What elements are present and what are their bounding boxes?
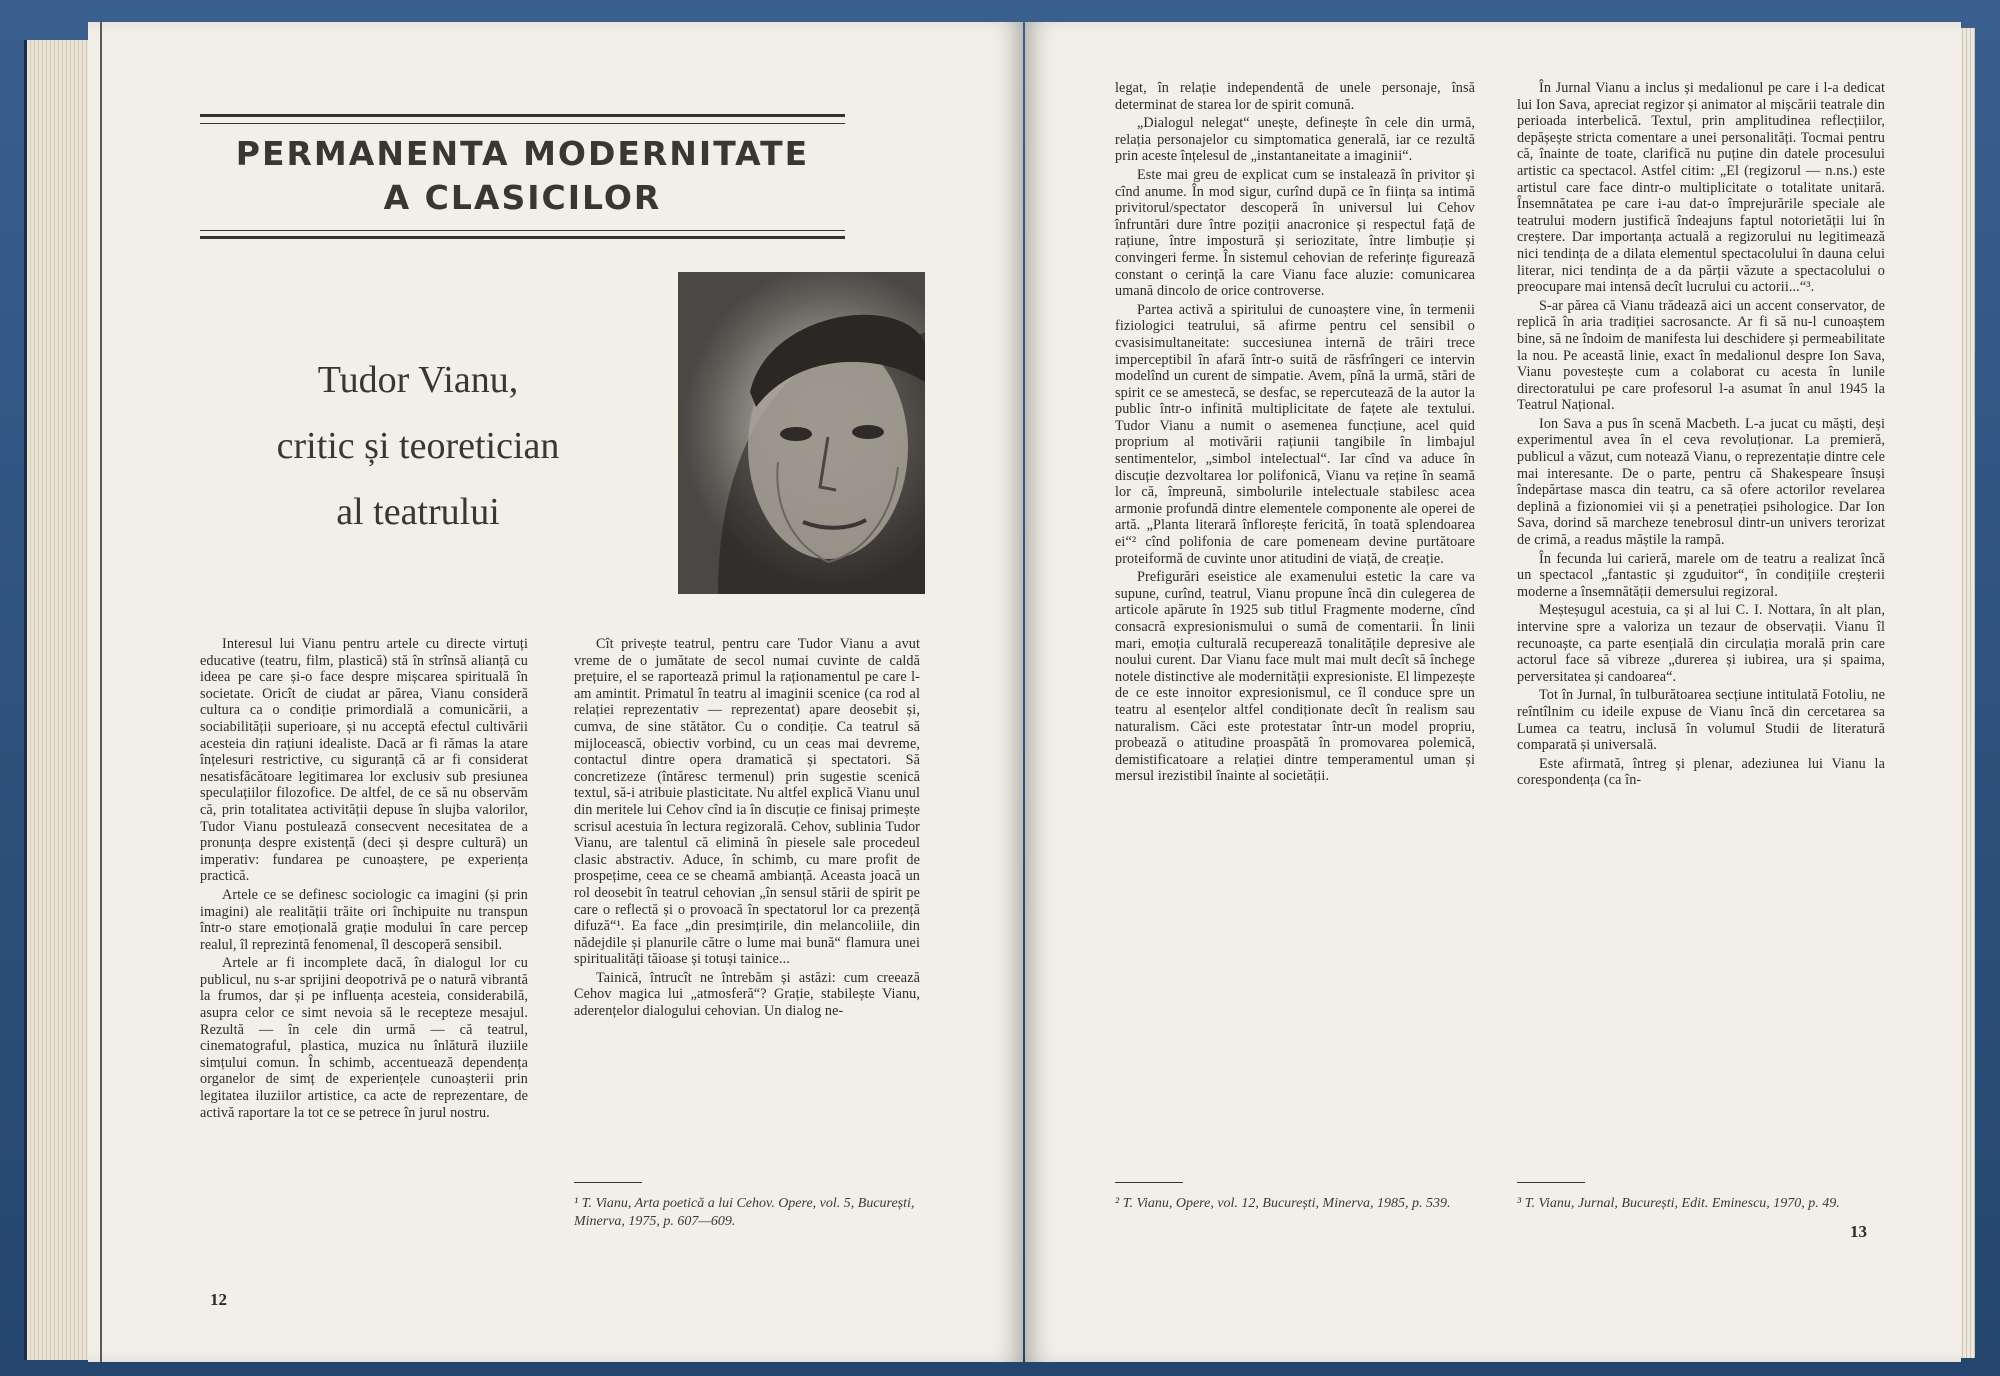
footnote-3: [1517, 1182, 1885, 1213]
column-3-paragraph: Partea activă a spiritului de cunoaștere vine, în termenii fiziologici teatrului, să afirme pentru cel sensibil o cvasisimultaneitate: succesiunea internă de trăiri trece imperceptibil în afară într-o suită de răsfrîngeri ce intervin modelînd un curent de simpatie. Avem, pînă la urmă, stări de spirit ce se amestecă, se desfac, se repercutează de la autor la public într-o infinită multiplicitate de fațete ale textului. Tudor Vianu a numit o asemenea funcțiune, acel quid proprium al motivării rațiunii tangibile în limbajul sentimentelor, „simbol intelectual“. Iar cînd va aduce în discuție dezvoltarea lor polifonică, Vianu va reține în seamă lor că, împreună, simbolurile intelectuale stabilesc acea armonie profundă dintre elementele componente ale operei de artă. „Planta literară înflorește fericită, în toată splendoarea ei“² cînd polifonia de care pomeneam devine purtătoare proteiformă de cuvinte unor atitudini de viață, de creație.: [1115, 301, 1475, 567]
footnote-rule: [1115, 1182, 1183, 1183]
column-4-paragraph: În fecunda lui carieră, marele om de teatru a realizat încă un spectacol „fantastic și zguduitor“, în condițiile creșterii moderne a însemnătății demersului regizoral.: [1517, 550, 1885, 600]
page-number-left: 12: [210, 1290, 227, 1309]
footnote-rule: [1517, 1182, 1585, 1183]
column-3: [1115, 80, 1475, 787]
column-3-paragraph: Este mai greu de explicat cum se instalează în privitor și cînd anume. În mod sigur, curînd după ce în ființa sa intimă privitorul/spectator descoperă în universul lui Cehov înfruntări dure între poziții anacronice și respectul față de rațiune, între impostură și seriozitate, între limbuție și convingeri ferme. În sistemul cehovian de referințe figurează constant o cerință la care Vianu face aluzie: comunicarea umană dincolo de orice controverse.: [1115, 166, 1475, 300]
headline-line-2: critic și teoretician: [276, 425, 560, 467]
page-number-right: 13: [1850, 1222, 1867, 1241]
column-1-paragraph: Artele ce se definesc sociologic ca imagini (și prin imagini) ale realității trăite ori închipuite nu transpun într-o stare emoțională grație modului în care percep realul, îl reprezintă fenomenal, îl descoperă sensibil.: [200, 886, 528, 953]
column-2-paragraph: Cît privește teatrul, pentru care Tudor Vianu a avut vreme de o jumătate de secol numai cuvinte de caldă prețuire, el se raportează primul la raționamentul pe care l-am amintit. Primatul în teatru al imaginii scenice (ca rod al relației reprezentativ — reprezentat) apare deosebit și, cumva, de sine stătător. Cu o condiție. Ca teatrul să mijlocească, obiectiv vorbind, cu un ceas mai devreme, contactul dintre opera dramatică și spectatori. Să concretizeze (întăresc termenul) prin sugestie scenică textul, să-i atribuie plasticitate. Nu altfel explică Vianu unul din meritele lui Cehov cînd ia în discuție ce finisaj primește scrisul acestuia în lectura regizorală. Cehov, sublinia Tudor Vianu, are talentul că elimină în piesele sale procedeul clasic abstractiv. Aduce, în schimb, cu mare profit de prospețime, ceea ce se cheamă ambianță. Aceasta joacă un rol deosebit în teatrul cehovian „în sensul stării de spirit pe care o reflectă și o provoacă în spectatorul lor ca prezență difuză“¹. Ea face „din presimțirile, din melancoliile, din nădejdile și planurile către o lume mai bună“ flamura unei spiritualități tăioase și totuși tainice...: [574, 636, 920, 968]
column-4-paragraph: Ion Sava a pus în scenă Macbeth. L-a jucat cu măști, deși experimentul avea în el ceva revoluționar. La premieră, publicul a văzut, cum notează Vianu, o reprezentație dintre cele mai interesante. De o parte, pentru că Shakespeare însuși îndepărtase masca din teatru, ca să ofere actorilor revelarea deplină a fizionomiei vii și a penetrației psihologice. Dar Ion Sava, dorind să marcheze tenebrosul dintr-un univers terorizat de crimă, a readus măștile la rampă.: [1517, 415, 1885, 549]
column-4-paragraph: S-ar părea că Vianu trădează aici un accent conservator, de replică în aria tradiției sacrosancte. Ar fi să nu-l cunoaștem bine, să ne îndoim de manifesta lui deschidere și permeabilitate la nou. Pe această linie, exact în medalionul despre Ion Sava, Vianu povestește cum a colaborat cu acesta în lunile directoratului pe care profesorul l-a asumat în anul 1945 la Teatrul Național.: [1517, 297, 1885, 414]
column-1: [200, 636, 528, 1123]
column-2: [574, 636, 920, 1022]
right-page: [1025, 22, 1961, 1362]
column-3-paragraph: „Dialogul nelegat“ unește, definește în cele din urmă, relația personajelor cu simptomatica generală, iar ce rezultă prin aceste înțelesul de „instantaneitate a imaginii“.: [1115, 115, 1475, 165]
column-4: [1517, 80, 1885, 791]
footnote-1: [574, 1182, 920, 1231]
title-rule-top-thin: [200, 123, 845, 124]
article-headline: [218, 347, 618, 545]
column-4-paragraph: În Jurnal Vianu a inclus și medalionul pe care i l-a dedicat lui Ion Sava, apreciat regizor și animator al mișcării teatrale din perioada interbelică. Textul, prin amplitudinea reflecțiilor, depășește stricta comentare a unei personalități. Tocmai pentru că, înainte de toate, clarifică nu puține din datele procesului artistic ca spectacol. Astfel citim: „El (regizorul — n.ns.) este artistul care face dintr-o multiplicitate o totalitate unitară. Însemnătatea pe care i-au dat-o împrejurările speciale ale teatrului modern justifică îndeajuns faptul notorietății lui în creștere. Dar importanța actuală a regizorului nu legitimează nici tendința de a dilata elementul spectacolului în dauna celui literar, nici tendința de a da părții văzute a spectacolului o preocupare mai intensă decît lucrului cu actorii...“³.: [1517, 80, 1885, 296]
left-page: [88, 22, 1023, 1362]
footnote-3-text: ³ T. Vianu, Jurnal, București, Edit. Eminescu, 1970, p. 49.: [1517, 1196, 1840, 1211]
portrait-photo: [678, 272, 925, 594]
column-2-paragraph: Tainică, întrucît ne întrebăm și astăzi: cum creează Cehov magica lui „atmosferă“? Grație, stabilește Vianu, aderențelor dialogului cehovian. Un dialog ne-: [574, 969, 920, 1020]
title-rule-bottom: [200, 236, 845, 239]
portrait-illustration: [678, 272, 925, 594]
footnote-2: [1115, 1182, 1475, 1213]
column-4-paragraph: Este afirmată, întreg și plenar, adeziunea lui Vianu la corespondența (ca în-: [1517, 755, 1885, 789]
column-3-paragraph: Prefigurări eseistice ale examenului estetic la care va supune, curînd, teatrul, Vianu propune încă din culegerea de articole apărute în 1925 sub titlul Fragmente moderne, cînd consacră expresionismului o sumă de comentarii. În linii mari, emoția culturală recuperează tonalitățile depresive ale noului curent. Dar Vianu face mult mai mult decît să închege notele distinctive ale modernității expresioniste. El limpezește de ce este innoitor expresionismul, ce îl conduce spre un teatru al esențelor altfel condiționate decît în realism sau naturalism. Căci este protestatar într-un model propriu, probează o atitudine proaspătă în promovarea polemică, demistificatoare a relației dintre temperamentul uman și mersul irezistibil înainte al societății.: [1115, 569, 1475, 785]
series-title-line-1: PERMANENTA MODERNITATE: [235, 134, 810, 173]
left-page-edges: [24, 40, 97, 1360]
headline-line-3: al teatrului: [336, 491, 500, 533]
column-3-paragraph: legat, în relație independentă de unele personaje, însă determinat de starea lor de spirit comună.: [1115, 80, 1475, 113]
footnote-rule: [574, 1182, 642, 1183]
page-margin-line: [100, 22, 102, 1362]
footnote-2-text: ² T. Vianu, Opere, vol. 12, București, Minerva, 1985, p. 539.: [1115, 1196, 1451, 1211]
column-4-paragraph: Meșteșugul acestuia, ca și al lui C. I. Nottara, în alt plan, intervine spre a valoriza un tezaur de observații. Vianu îl recunoaște, ca parte esențială din circulația morală prin care actorul face să vibreze „durerea și iubirea, ura și spaima, perversitatea și candoarea“.: [1517, 602, 1885, 685]
column-4-paragraph: Tot în Jurnal, în tulburătoarea secțiune intitulată Fotoliu, ne reîntîlnim cu ideile expuse de Vianu încă din cercetarea sa Lumea ca teatru, inclusă în volumul Studii de literatură comparată și universală.: [1517, 687, 1885, 754]
column-1-paragraph: Artele ar fi incomplete dacă, în dialogul lor cu publicul, nu s-ar sprijini deopotrivă pe o natură vibrantă la frumos, dar și pe influența acesteia, considerabilă, asupra celor ce simt nevoia să le recepteze mesajul. Rezultă — în cele din urmă — că teatrul, cinematograful, plastica, muzica nu înlătură iluziile simțului comun. În schimb, accentuează dependența organelor de simț de experiențele cunoașterii prin legitatea iluziilor artistice, ca acte de reprezentare, de activă raportare la tot ce se petrece în jurul nostru.: [200, 955, 528, 1121]
footnote-1-text: ¹ T. Vianu, Arta poetică a lui Cehov. Opere, vol. 5, București, Minerva, 1975, p. 607—609.: [574, 1196, 915, 1229]
series-title-block: [200, 114, 845, 245]
series-title: [200, 132, 845, 220]
column-1-paragraph: Interesul lui Vianu pentru artele cu directe virtuți educative (teatru, film, plastică) stă în strînsă alianță cu ideea pe care și-o face despre mișcarea spirituală în societate. Oricît de ciudat ar părea, Vianu consideră cultura ca o condiție primordială a comunicării, a sociabilității superioare, și nu acceptă efectul cultivării acesteia din rațiuni idealiste. Dacă ar fi rămas la atare înțelesuri restrictive, cu siguranță că ar fi considerat nesatisfăcătoare legitimarea lor exclusiv sub presiunea speculațiilor filozofice. De altfel, de ce să nu observăm că, prin totalitatea activității depuse în slujba valorilor, Tudor Vianu postulează consecvent necesitatea de a pronunța despre existență (deci și despre cultură) un imperativ: fundarea pe cunoaștere, pe experiența practică.: [200, 636, 528, 885]
headline-line-1: Tudor Vianu,: [317, 359, 519, 401]
title-rule-bottom-thin: [200, 230, 845, 231]
series-title-line-2: A CLASICILOR: [383, 178, 662, 217]
title-rule-top: [200, 114, 845, 117]
